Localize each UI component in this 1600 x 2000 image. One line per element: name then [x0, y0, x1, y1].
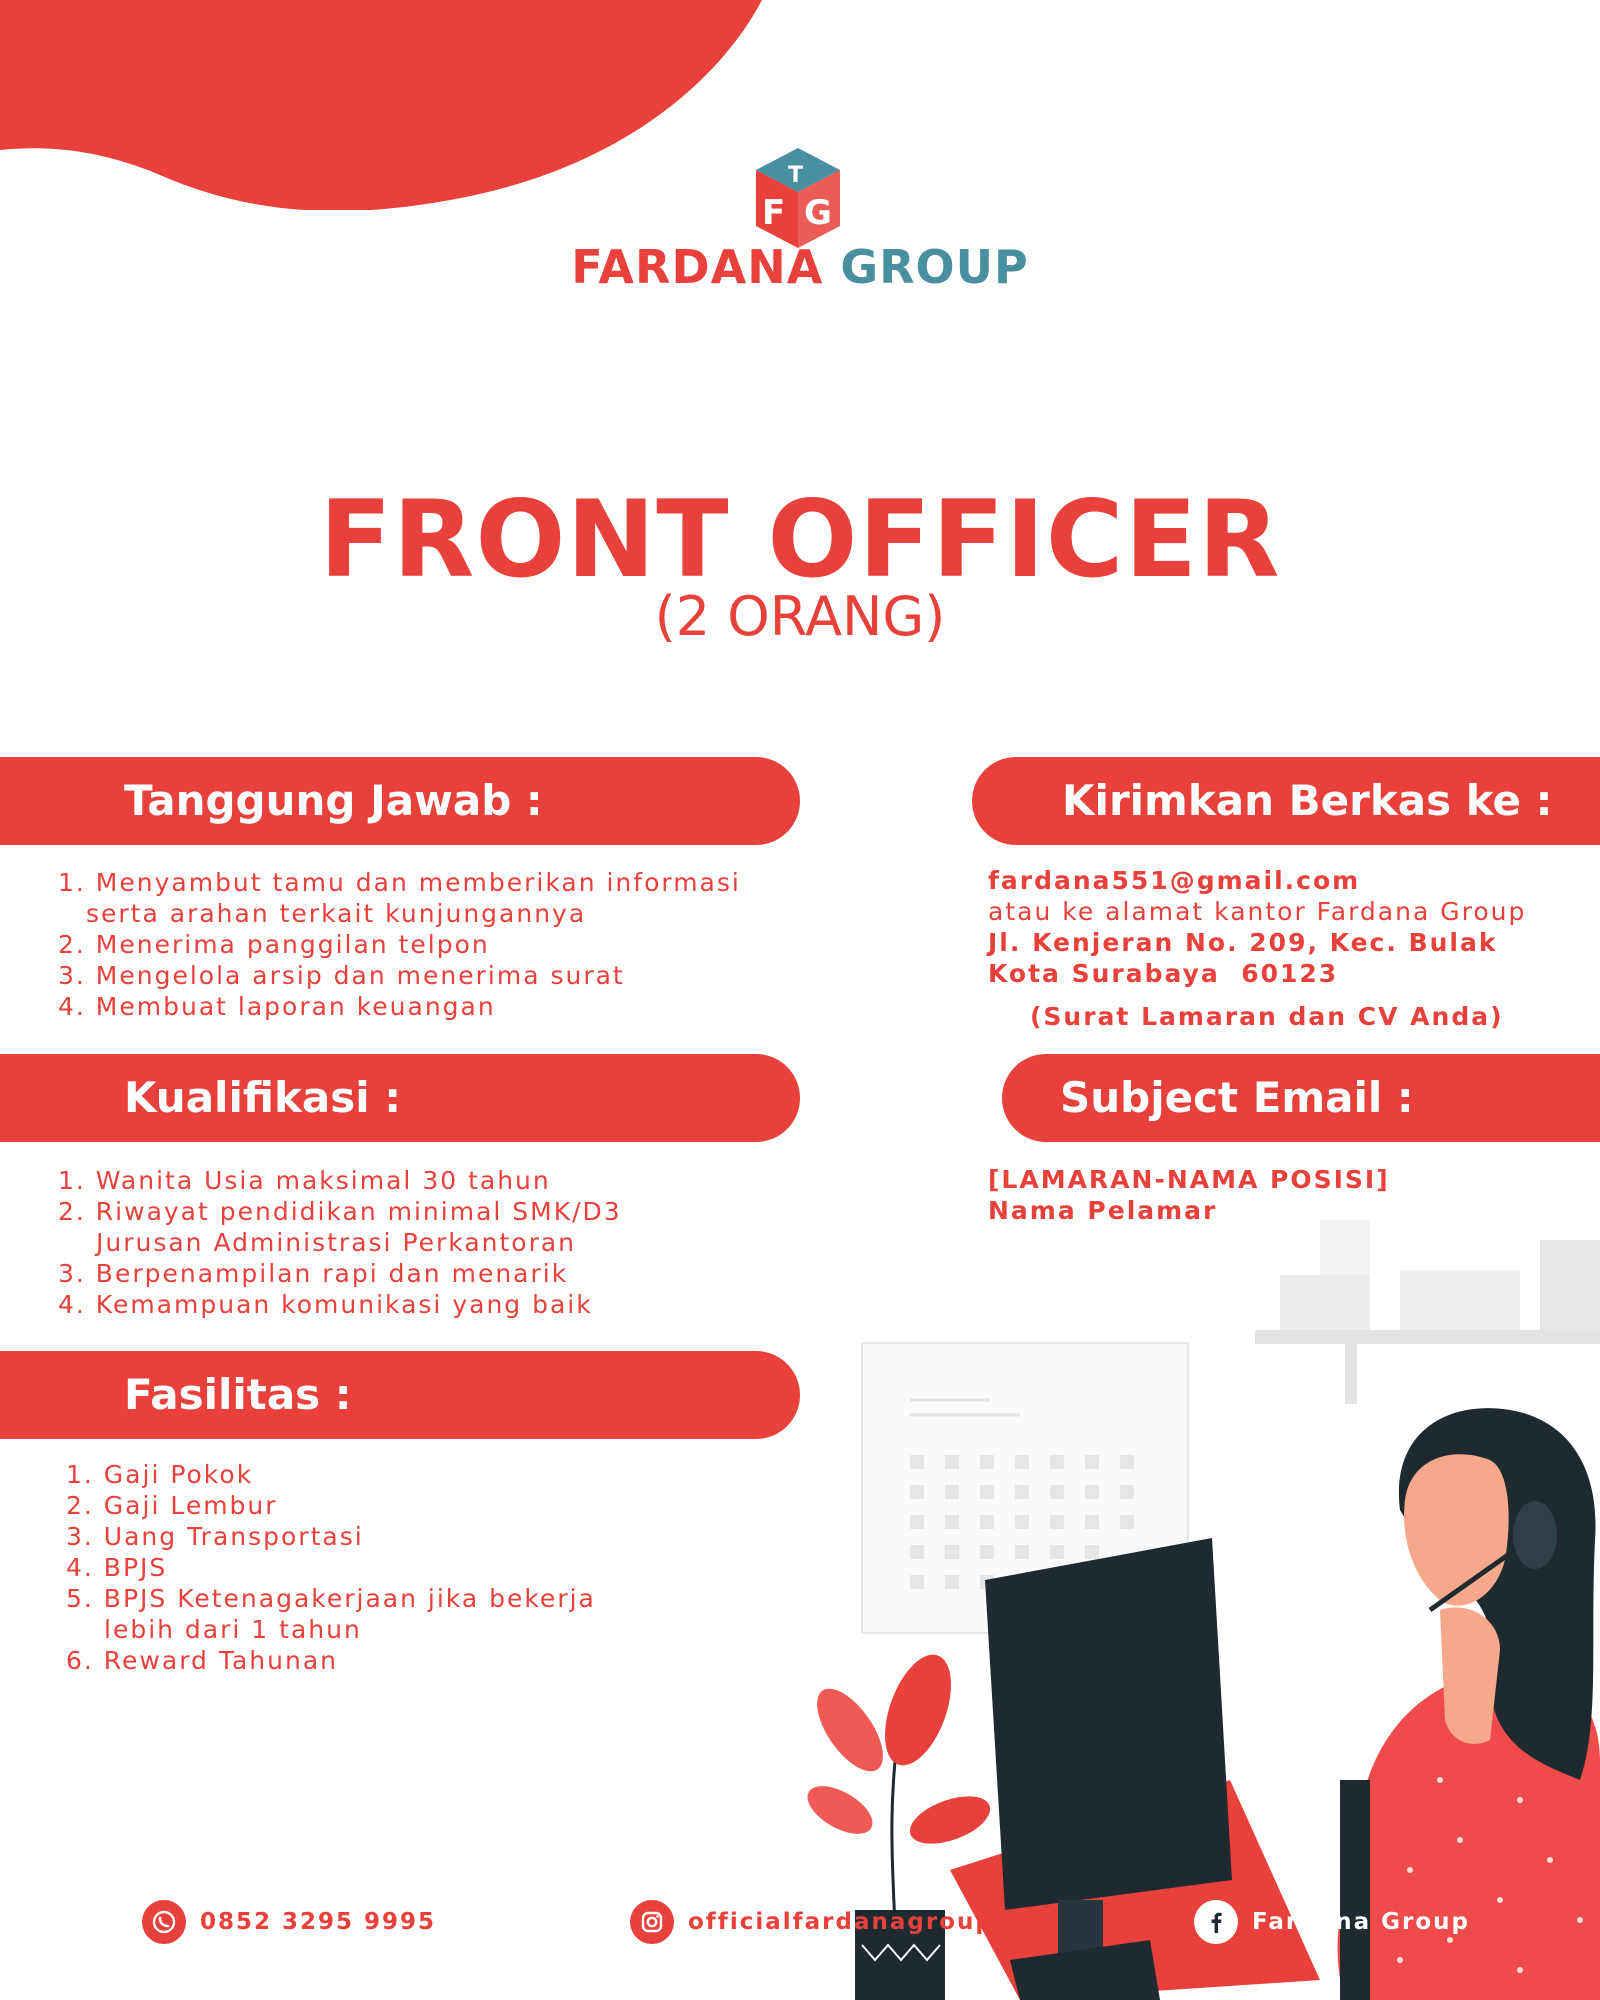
kualifikasi-heading: Kualifikasi :: [0, 1054, 800, 1142]
list-item: lebih dari 1 tahun: [104, 1615, 362, 1644]
svg-text:G: G: [804, 193, 832, 233]
subject-details: [988, 1164, 1390, 1226]
list-item: 3. Berpenampilan rapi dan menarik: [58, 1259, 569, 1288]
list-item: 2. Menerima panggilan telpon: [58, 930, 490, 959]
office-illustration: [800, 1220, 1600, 2000]
contact-address-2: Kota Surabaya 60123: [988, 959, 1339, 988]
contact-line: atau ke alamat kantor Fardana Group: [988, 897, 1527, 926]
job-count: (2 ORANG): [654, 585, 946, 648]
list-item: 2. Gaji Lembur: [66, 1491, 278, 1520]
subject-line-1: [LAMARAN-NAMA POSISI]: [988, 1165, 1390, 1194]
footer-instagram-text: officialfardanagroup: [688, 1909, 994, 1935]
contact-address-1: Jl. Kenjeran No. 209, Kec. Bulak: [988, 928, 1498, 957]
kirimkan-heading: Kirimkan Berkas ke :: [972, 757, 1600, 845]
brand-name-part2: GROUP: [840, 240, 1029, 294]
fasilitas-list: [66, 1459, 596, 1676]
kualifikasi-list: [58, 1165, 622, 1320]
list-item: 2. Riwayat pendidikan minimal SMK/D3: [58, 1197, 622, 1226]
whatsapp-icon: [142, 1900, 186, 1944]
list-item: 1. Wanita Usia maksimal 30 tahun: [58, 1166, 551, 1195]
subject-heading: Subject Email :: [1002, 1054, 1600, 1142]
footer-facebook[interactable]: [1194, 1900, 1470, 1944]
footer-facebook-text: Fardana Group: [1252, 1909, 1470, 1935]
footer-phone[interactable]: [142, 1900, 436, 1944]
list-item: 5. BPJS Ketenagakerjaan jika bekerja: [66, 1584, 596, 1613]
contact-email[interactable]: fardana551@gmail.com: [988, 866, 1361, 895]
svg-text:T: T: [788, 163, 804, 188]
footer-instagram[interactable]: [630, 1900, 994, 1944]
tanggung-jawab-list: [58, 867, 741, 1022]
contact-note: (Surat Lamaran dan CV Anda): [1030, 1002, 1504, 1031]
facebook-icon: [1194, 1900, 1238, 1944]
list-item: 1. Gaji Pokok: [66, 1460, 254, 1489]
list-item: 4. Membuat laporan keuangan: [58, 992, 496, 1021]
list-item: 6. Reward Tahunan: [66, 1646, 339, 1675]
fardana-logo-icon: [748, 144, 848, 254]
brand-name: [0, 240, 1600, 294]
brand-name-part1: FARDANA: [571, 240, 824, 294]
svg-text:F: F: [762, 193, 786, 233]
list-item: Jurusan Administrasi Perkantoran: [96, 1228, 577, 1257]
top-decorative-blob: [0, 0, 780, 210]
instagram-icon: [630, 1900, 674, 1944]
list-item: 4. BPJS: [66, 1553, 168, 1582]
kirimkan-details: [988, 865, 1526, 1032]
list-item: 1. Menyambut tamu dan memberikan informasi: [58, 868, 741, 897]
tanggung-jawab-heading: Tanggung Jawab :: [0, 757, 800, 845]
list-item: 3. Uang Transportasi: [66, 1522, 364, 1551]
list-item: serta arahan terkait kunjungannya: [86, 899, 587, 928]
list-item: 4. Kemampuan komunikasi yang baik: [58, 1290, 593, 1319]
fasilitas-heading: Fasilitas :: [0, 1351, 800, 1439]
job-title: FRONT OFFICER: [319, 478, 1281, 601]
list-item: 3. Mengelola arsip dan menerima surat: [58, 961, 625, 990]
subject-line-2: Nama Pelamar: [988, 1196, 1218, 1225]
footer-phone-text: 0852 3295 9995: [200, 1909, 437, 1935]
